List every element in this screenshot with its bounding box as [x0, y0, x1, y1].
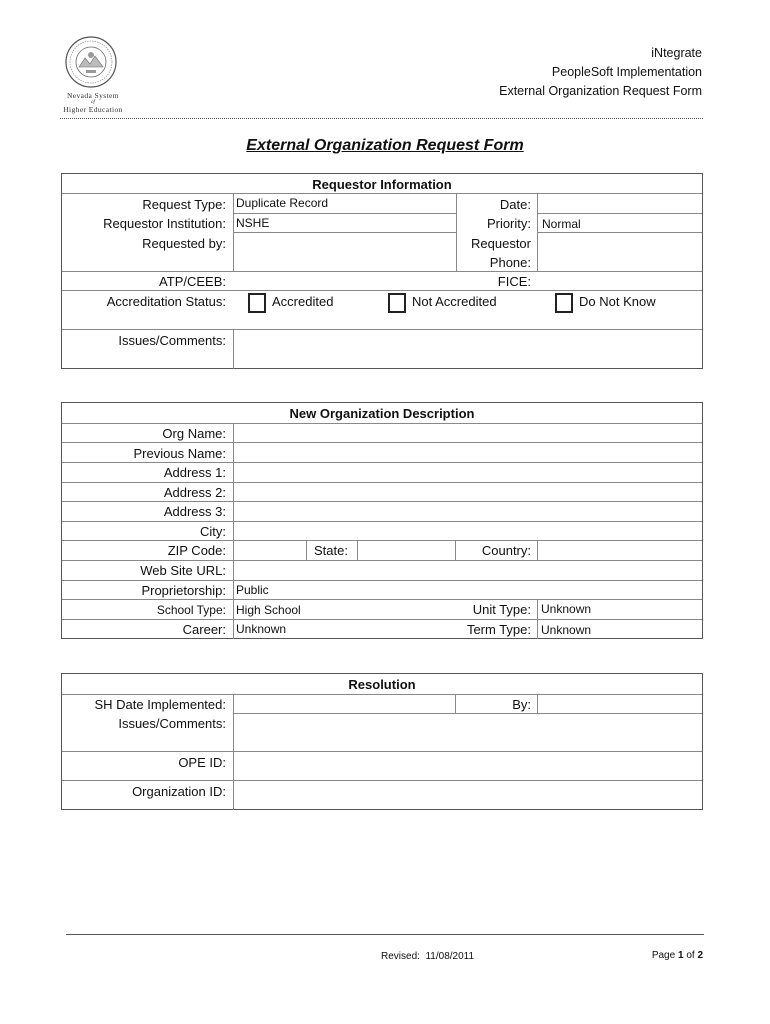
resolution-issues-comments-label: Issues/Comments: [118, 716, 226, 731]
requestor-phone-label-1: Requestor [471, 236, 531, 251]
row-divider [233, 232, 456, 233]
zip-code-label: ZIP Code: [167, 543, 226, 558]
priority-field[interactable]: Normal [542, 217, 581, 231]
page-word: Page [651, 950, 676, 961]
term-type-field[interactable]: Unknown [541, 623, 592, 637]
requestor-information-table [61, 173, 703, 369]
page-current: 1 [677, 950, 684, 961]
school-type-field[interactable]: High School [236, 603, 301, 617]
column-divider [537, 540, 538, 560]
revised-date [381, 951, 474, 962]
row-divider [62, 619, 702, 620]
logo-text-of: of [91, 100, 95, 105]
row-divider [62, 290, 702, 291]
ope-id-label: OPE ID: [178, 755, 226, 770]
not-accredited-checkbox[interactable] [388, 293, 406, 313]
city-label: City: [200, 524, 226, 539]
column-divider [233, 423, 234, 639]
accreditation-status-label: Accreditation Status: [106, 294, 226, 309]
row-divider [62, 599, 702, 600]
column-divider [537, 694, 538, 713]
sh-date-implemented-label: SH Date Implemented: [94, 697, 226, 712]
nshe-logo [48, 36, 138, 118]
accredited-option-label: Accredited [272, 294, 334, 309]
footer-divider [66, 934, 704, 935]
term-type-label: Term Type: [466, 622, 531, 637]
by-label: By: [512, 697, 531, 712]
priority-label: Priority: [486, 216, 531, 231]
row-divider [62, 271, 702, 272]
org-name-label: Org Name: [162, 426, 226, 441]
column-divider [306, 540, 307, 560]
org-section-heading: New Organization Description [289, 406, 475, 421]
previous-name-label: Previous Name: [133, 446, 226, 461]
unit-type-label: Unit Type: [472, 602, 531, 617]
row-divider [233, 713, 702, 714]
row-divider [537, 232, 702, 233]
web-site-url-label: Web Site URL: [140, 563, 226, 578]
header-line-3: External Organization Request Form [499, 84, 702, 98]
column-divider [233, 329, 234, 369]
career-field[interactable]: Unknown [236, 622, 287, 636]
requestor-section-heading: Requestor Information [312, 177, 452, 192]
header-line-1: iNtegrate [651, 46, 702, 60]
row-divider [62, 329, 702, 330]
do-not-know-option-label: Do Not Know [579, 294, 656, 309]
organization-id-label: Organization ID: [132, 784, 226, 799]
resolution-section-heading: Resolution [348, 677, 416, 692]
requestor-institution-label: Requestor Institution: [103, 216, 226, 231]
row-divider [62, 193, 702, 194]
column-divider [456, 193, 457, 271]
request-type-label: Request Type: [142, 197, 226, 212]
proprietorship-label: Proprietorship: [141, 583, 226, 598]
row-divider [62, 462, 702, 463]
row-divider [62, 560, 702, 561]
column-divider [455, 694, 456, 713]
row-divider [62, 501, 702, 502]
row-divider [62, 482, 702, 483]
proprietorship-field[interactable]: Public [236, 583, 269, 597]
logo-text-line1: Nevada System [66, 91, 120, 100]
logo-text-line2: Higher Education [63, 105, 123, 114]
column-divider [455, 540, 456, 560]
row-divider [537, 213, 702, 214]
row-divider [62, 521, 702, 522]
country-label: Country: [481, 543, 531, 558]
page-number [652, 950, 703, 961]
new-organization-table [61, 402, 703, 639]
column-divider [537, 599, 538, 639]
state-label: State: [314, 543, 348, 558]
date-label: Date: [499, 197, 531, 212]
address-2-label: Address 2: [163, 485, 226, 500]
header-line-2: PeopleSoft Implementation [551, 65, 702, 79]
page-total: 2 [697, 950, 703, 961]
accredited-checkbox[interactable] [248, 293, 266, 313]
revised-label: Revised: [381, 951, 420, 962]
address-1-label: Address 1: [163, 465, 226, 480]
requestor-institution-field[interactable]: NSHE [236, 216, 270, 230]
resolution-table [61, 673, 703, 810]
row-divider [62, 423, 702, 424]
requestor-phone-label-2: Phone: [489, 255, 531, 270]
row-divider [233, 213, 456, 214]
row-divider [62, 694, 702, 695]
column-divider [537, 193, 538, 271]
atp-ceeb-label: ATP/CEEB: [159, 274, 226, 289]
career-label: Career: [182, 622, 226, 637]
row-divider [62, 580, 702, 581]
form-title: External Organization Request Form [246, 137, 524, 154]
not-accredited-option-label: Not Accredited [412, 294, 497, 309]
header-block [499, 44, 702, 101]
column-divider [357, 540, 358, 560]
column-divider [233, 694, 234, 810]
request-type-field[interactable]: Duplicate Record [236, 196, 329, 210]
unit-type-field[interactable]: Unknown [541, 602, 592, 616]
row-divider [62, 751, 702, 752]
row-divider [62, 442, 702, 443]
fice-label: FICE: [497, 274, 531, 289]
address-3-label: Address 3: [163, 504, 226, 519]
school-type-label: School Type: [156, 603, 226, 617]
page-of: of [686, 950, 695, 961]
revised-date-value: 11/08/2011 [425, 951, 475, 962]
column-divider [233, 193, 234, 271]
issues-comments-label: Issues/Comments: [118, 333, 226, 348]
seal-icon [65, 36, 117, 88]
requested-by-label: Requested by: [142, 236, 226, 251]
row-divider [62, 780, 702, 781]
do-not-know-checkbox[interactable] [555, 293, 573, 313]
row-divider [62, 540, 702, 541]
header-divider [60, 118, 703, 119]
